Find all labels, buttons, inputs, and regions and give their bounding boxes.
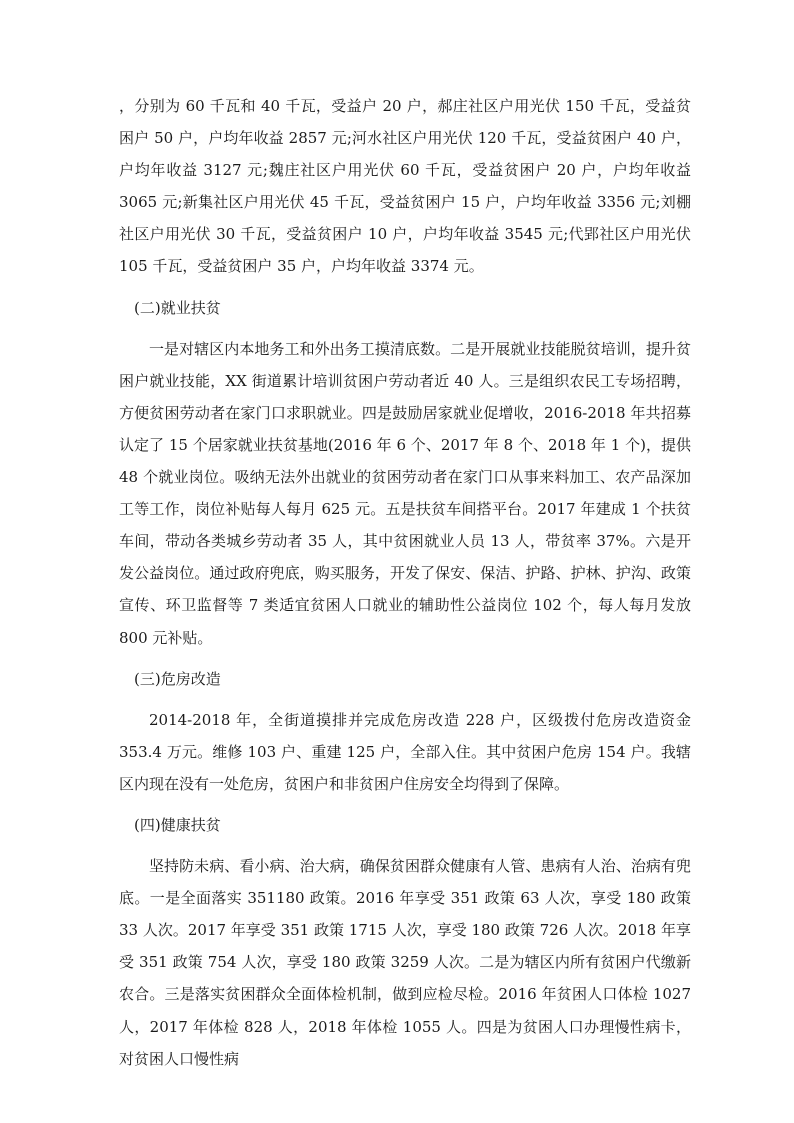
document-body bbox=[119, 90, 691, 1075]
paragraph-housing: 2014-2018 年，全街道摸排并完成危房改造 228 户，区级拨付危房改造资金 353.4 万元。维修 103 户、重建 125 户，全部入住。其中贫困户危房 154 户。我辖区内现在没有一处危房，贫困户和非贫困户住房安全均得到了保障。 bbox=[119, 710, 691, 793]
paragraph-employment: 一是对辖区内本地务工和外出务工摸清底数。二是开展就业技能脱贫培训，提升贫困户就业技能，XX 街道累计培训贫困户劳动者近 40 人。三是组织农民工专场招聘，方便贫困劳动者在家门口求职就业。四是鼓励居家就业促增收，2016-2018 年共招募认定了 15 个居家就业扶贫基地(2016 年 6 个、2017 年 8 个、2018 年 1 个)，提供 48 个就业岗位。吸纳无法外出就业的贫困劳动者在家门口从事来料加工、农产品深加工等工作，岗位补贴每人每月 625 元。五是扶贫车间搭平台。2017 年建成 1 个扶贫车间，带动各类城乡劳动者 35 人，其中贫困就业人员 13 人，带贫率 37%。六是开发公益岗位。通过政府兜底，购买服务，开发了保安、保洁、护路、护林、护沟、政策宣传、环卫监督等 7 类适宜贫困人口就业的辅助性公益岗位 102 个，每人每月发放 800 元补贴。 bbox=[119, 339, 691, 647]
section-heading-employment: (二)就业扶贫 bbox=[134, 298, 221, 317]
paragraph-photovoltaic-continued: ，分别为 60 千瓦和 40 千瓦，受益户 20 户，郝庄社区户用光伏 150 千瓦，受益贫困户 50 户，户均年收益 2857 元;河水社区户用光伏 120 千瓦，受益贫困户 40 户，户均年收益 3127 元;魏庄社区户用光伏 60 千瓦，受益贫困户 20 户，户均年收益 3065 元;新集社区户用光伏 45 千瓦，受益贫困户 15 户，户均年收益 3356 元;刘棚社区户用光伏 30 千瓦，受益贫困户 10 户，户均年收益 3545 元;代郢社区户用光伏 105 千瓦，受益贫困户 35 户，户均年收益 3374 元。 bbox=[119, 97, 691, 276]
section-heading-health: (四)健康扶贫 bbox=[134, 815, 221, 834]
section-heading-housing: (三)危房改造 bbox=[134, 669, 221, 688]
paragraph-health: 坚持防未病、看小病、治大病，确保贫困群众健康有人管、患病有人治、治病有兜底。一是全面落实 351180 政策。2016 年享受 351 政策 63 人次，享受 180 政策 33 人次。2017 年享受 351 政策 1715 人次，享受 180 政策 726 人次。2018 年享受 351 政策 754 人次，享受 180 政策 3259 人次。二是为辖区内所有贫困户代缴新农合。三是落实贫困群众全面体检机制，做到应检尽检。2016 年贫困人口体检 1027 人，2017 年体检 828 人，2018 年体检 1055 人。四是为贫困人口办理慢性病卡，对贫困人口慢性病 bbox=[119, 857, 691, 1068]
